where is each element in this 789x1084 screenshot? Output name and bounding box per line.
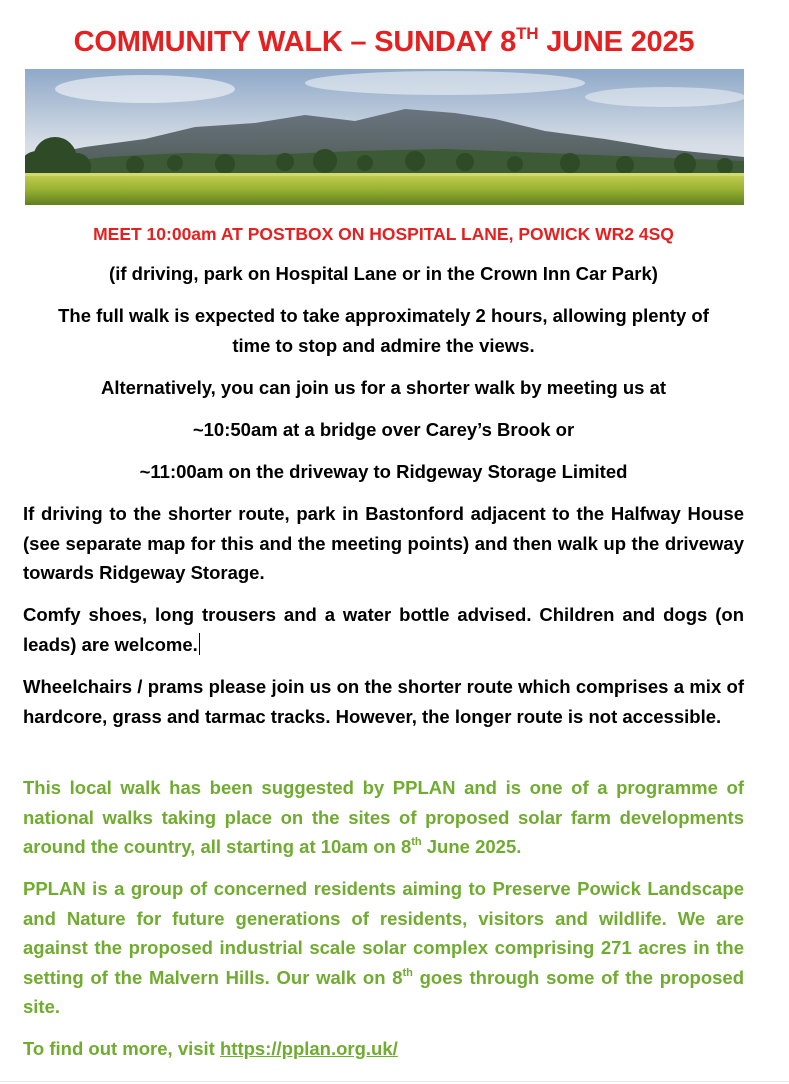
pplan-website-link[interactable]: https://pplan.org.uk/: [220, 1038, 398, 1059]
find-out-more: [23, 1034, 744, 1064]
meeting-option-bridge: ~10:50am at a bridge over Carey’s Brook or: [192, 419, 575, 440]
accessibility-info: Wheelchairs / prams please join us on the shorter route which comprises a mix of hardcore, grass and tarmac tracks. However, the longer route is not accessible.: [23, 676, 744, 727]
about-text-end: goes through some of the proposed site.: [23, 966, 745, 1017]
meeting-option-driveway: ~11:00am on the driveway to Ridgeway Storage Limited: [139, 461, 628, 482]
about-text: PPLAN is a group of concerned residents aiming to Preserve Powick Landscape and Nature for future generations of residents, visitors and wildlife. We are against the proposed industrial scale solar complex comprising 271 acres in the setting of the Malvern Hills. Our walk on 8: [23, 878, 744, 988]
shorter-route-parking: If driving to the shorter route, park in Bastonford adjacent to the Halfway House (see separate map for this and the meeting points) and then walk up the driveway towards Ridgeway Storage.: [23, 503, 744, 583]
title-text-end: JUNE 2025: [538, 26, 695, 58]
about-ordinal: th: [402, 966, 413, 979]
pplan-about: [23, 874, 744, 1022]
parking-info: (if driving, park on Hospital Lane or in the Crown Inn Car Park): [109, 263, 658, 284]
landscape-photo-icon: [25, 69, 744, 205]
page-divider: [0, 1081, 789, 1082]
clothing-advice: [23, 600, 744, 659]
shorter-walk-intro: Alternatively, you can join us for a shorter walk by meeting us at: [100, 377, 667, 398]
title-text: COMMUNITY WALK – SUNDAY 8: [73, 26, 517, 58]
title-ordinal: TH: [516, 24, 539, 43]
text-cursor: [199, 633, 200, 655]
programme-info: [23, 773, 744, 862]
find-out-more-label: To find out more, visit: [23, 1038, 220, 1059]
page-title: [0, 26, 768, 59]
landscape-banner-image: [25, 69, 744, 205]
meeting-point: MEET 10:00am AT POSTBOX ON HOSPITAL LANE, POWICK WR2 4SQ: [93, 224, 674, 244]
programme-ordinal: th: [411, 836, 422, 848]
programme-text-end: June 2025.: [421, 836, 522, 857]
walk-duration: The full walk is expected to take approximately 2 hours, allowing plenty of time to stop and admire the views.: [58, 305, 709, 356]
programme-text: This local walk has been suggested by PPLAN and is one of a programme of national walks taking place on the sites of proposed solar farm developments around the country, all starting at 10am on 8: [23, 777, 744, 857]
clothing-advice-text: Comfy shoes, long trousers and a water bottle advised. Children and dogs (on leads) are welcome.: [23, 604, 744, 655]
